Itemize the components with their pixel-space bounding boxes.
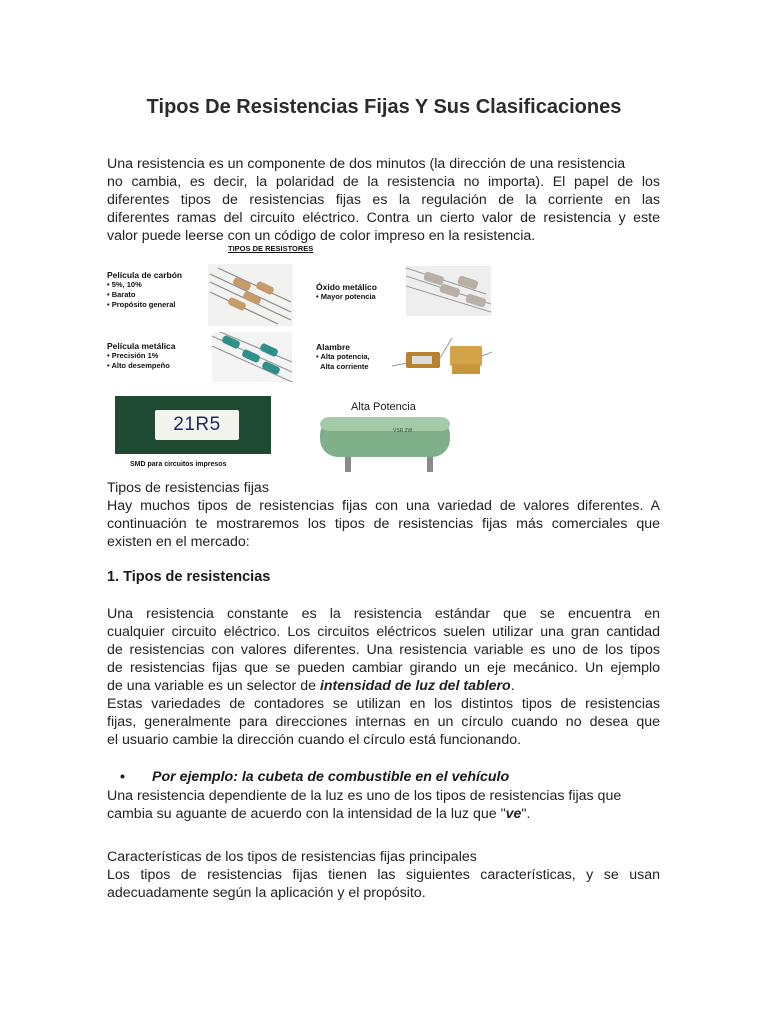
wirewound-item: Alta potencia, xyxy=(320,352,370,361)
section-intro-line: Hay muchos tipos de resistencias fijas con una variedad de valores diferentes. A xyxy=(107,498,660,514)
metal-film-name: Película metálica xyxy=(107,341,176,351)
metal-film-resistors-photo xyxy=(212,332,292,382)
wirewound-label: Alambre • Alta potencia, Alta corriente xyxy=(316,342,370,371)
para2-line: Una resistencia constante es la resistencia estándar que se encuentra en xyxy=(107,606,660,622)
carbon-film-item: Barato xyxy=(111,290,136,299)
section-intro-line: continuación te mostraremos los tipos de resistencias fijas más comerciales que xyxy=(107,516,660,532)
intro-line: diferentes ramas del circuito eléctrico. Contra un cierto valor de resistencia y este xyxy=(107,210,660,226)
para3-line: fijas, generalmente para direcciones internas en un círculo cuando no desea que xyxy=(107,714,660,730)
wirewound-item: Alta corriente xyxy=(320,362,369,371)
para4-text: ". xyxy=(521,806,531,822)
metal-film-item: Precisión 1% xyxy=(111,351,159,360)
para2-line: de resistencias fijas que se pueden cambiar girando un eje mecánico. Un ejemplo xyxy=(107,660,660,676)
metal-film-item: Alto desempeño xyxy=(111,361,170,370)
para3-line: Estas variedades de contadores se utilizan en los distintos tipos de resistencias xyxy=(107,696,660,712)
svg-text:VSR 2W: VSR 2W xyxy=(393,428,413,434)
carbon-film-item: Propósito general xyxy=(111,300,176,309)
section-label: Tipos de resistencias fijas xyxy=(107,480,269,496)
section2-line: Los tipos de resistencias fijas tienen las siguientes características, y se usan xyxy=(107,867,660,883)
para2-text: de una variable es un selector de xyxy=(107,678,320,694)
metal-oxide-label: Óxido metálico • Mayor potencia xyxy=(316,282,377,301)
carbon-film-name: Película de carbón xyxy=(107,270,183,280)
intro-line: no cambia, es decir, la polaridad de la resistencia no importa). El papel de los xyxy=(107,174,660,190)
high-power-label: Alta Potencia xyxy=(351,401,416,413)
carbon-film-item: 5%, 10% xyxy=(111,280,142,289)
smd-caption: SMD para circuitos impresos xyxy=(130,461,227,468)
para2-last-line xyxy=(107,677,660,695)
intro-line: diferentes tipos de resistencias fijas es la regulación de la corriente en las xyxy=(107,192,660,208)
smd-resistor-photo xyxy=(115,396,271,454)
para2-line: de resistencias con valores diferentes. Una resistencia variable es uno de los tipos xyxy=(107,642,660,658)
page-title: Tipos De Resistencias Fijas Y Sus Clasificaciones xyxy=(146,96,622,118)
emphasized-word: ve xyxy=(505,806,522,822)
carbon-film-label: Película de carbón • 5%, 10% • Barato • Propósito general xyxy=(107,270,183,309)
emphasized-phrase: intensidad de luz del tablero xyxy=(319,678,511,694)
section2-label: Características de los tipos de resistencias fijas principales xyxy=(107,849,477,865)
figure-title: TIPOS DE RESISTORES xyxy=(228,244,314,253)
example-bullet xyxy=(120,769,509,785)
metal-oxide-item: Mayor potencia xyxy=(320,292,376,301)
intro-line: Una resistencia es un componente de dos minutos (la dirección de una resistencia xyxy=(107,156,626,172)
para2-line: cualquier circuito eléctrico. Los circuitos eléctricos suelen utilizar una gran cantidad xyxy=(107,624,660,640)
wirewound-name: Alambre xyxy=(316,342,351,352)
para4-text: cambia su aguante de acuerdo con la intensidad de la luz que " xyxy=(107,806,506,822)
para2-text: . xyxy=(510,678,515,694)
para4-line: Una resistencia dependiente de la luz es uno de los tipos de resistencias fijas que xyxy=(107,788,622,804)
metal-film-label: Película metálica • Precisión 1% • Alto desempeño xyxy=(107,341,176,370)
bullet-dot: • xyxy=(120,769,125,785)
section-intro-line: existen en el mercado: xyxy=(107,534,250,550)
carbon-resistors-photo xyxy=(208,264,293,326)
metal-oxide-resistors-photo xyxy=(406,266,491,316)
para3-line: el usuario cambie la dirección cuando el círculo está funcionando. xyxy=(107,732,522,748)
high-power-resistor-photo xyxy=(315,414,455,474)
para4-line xyxy=(107,805,660,823)
metal-oxide-name: Óxido metálico xyxy=(316,282,377,292)
resistor-types-figure xyxy=(100,244,500,476)
bullet-text: Por ejemplo: la cubeta de combustible en el vehículo xyxy=(152,769,510,785)
wirewound-resistors-photo xyxy=(392,332,492,382)
intro-line: valor puede leerse con un código de color impreso en la resistencia. xyxy=(107,228,536,244)
section-heading: 1. Tipos de resistencias xyxy=(107,569,271,585)
smd-chip-code: 21R5 xyxy=(155,410,239,440)
section2-line: adecuadamente según la aplicación y el propósito. xyxy=(107,885,426,901)
